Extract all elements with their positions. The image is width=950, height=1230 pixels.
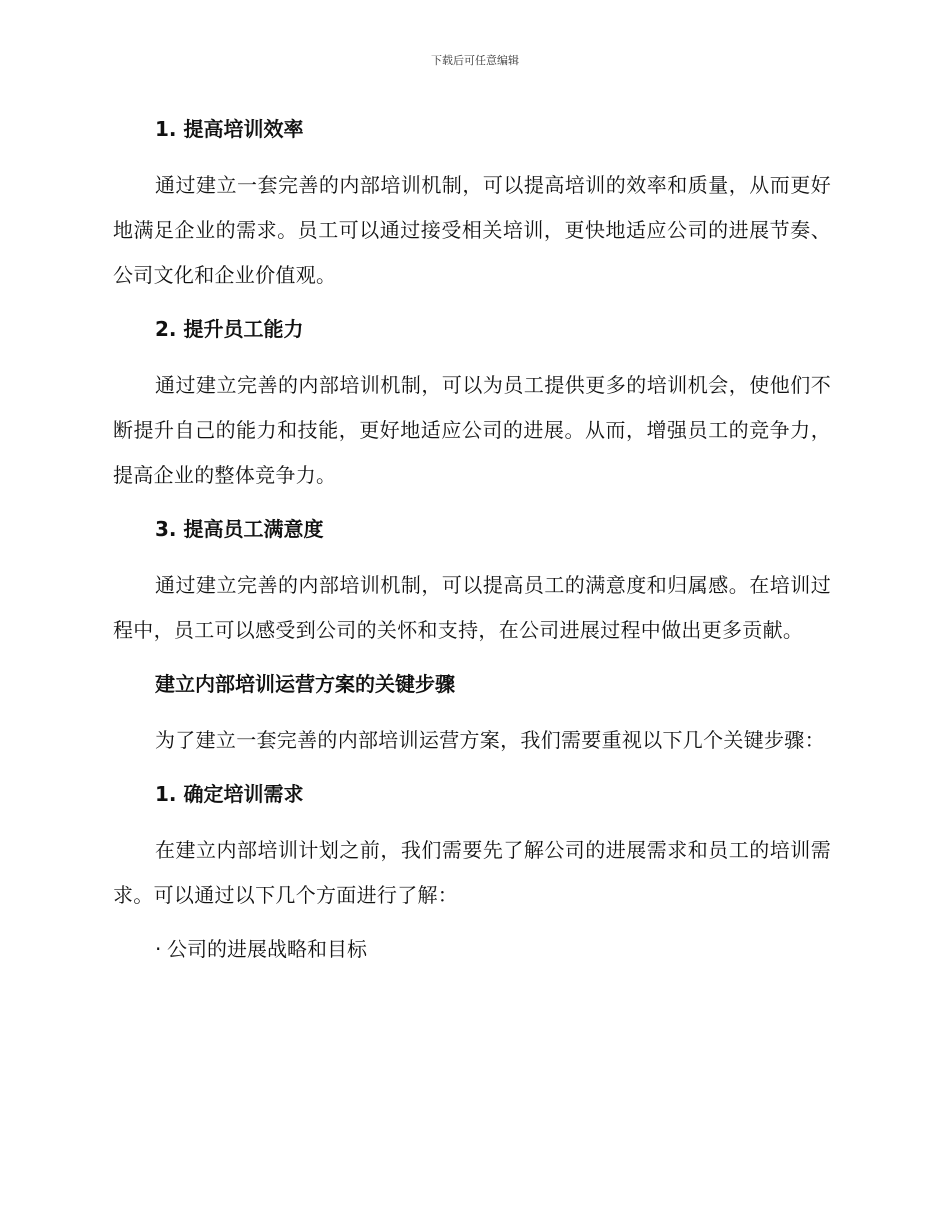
section-heading: 建立内部培训运营方案的关键步骤 xyxy=(155,672,455,696)
section-heading: 2. 提升员工能力 xyxy=(155,317,304,341)
section-heading: 3. 提高员工满意度 xyxy=(155,517,324,541)
bullet-marker: · xyxy=(155,937,162,961)
document-body xyxy=(113,112,831,966)
section-paragraph: 为了建立一套完善的内部培训运营方案，我们需要重视以下几个关键步骤： xyxy=(155,728,825,752)
section-paragraph: 通过建立完善的内部培训机制，可以为员工提供更多的培训机会，使他们不断提升自己的能力和技能，更好地适应公司的进展。从而，增强员工的竞争力，提高企业的整体竞争力。 xyxy=(113,373,831,487)
section-heading: 1. 确定培训需求 xyxy=(155,782,304,806)
section-paragraph: 在建立内部培训计划之前，我们需要先了解公司的进展需求和员工的培训需求。可以通过以下几个方面进行了解： xyxy=(113,838,831,907)
section-paragraph: 通过建立完善的内部培训机制，可以提高员工的满意度和归属感。在培训过程中，员工可以感受到公司的关怀和支持，在公司进展过程中做出更多贡献。 xyxy=(113,573,831,642)
page-header: 下载后可任意编辑 xyxy=(431,54,519,67)
list-item-text: 公司的进展战略和目标 xyxy=(167,937,367,961)
list-item xyxy=(113,932,831,966)
section-heading: 1. 提高培训效率 xyxy=(155,117,304,141)
section-paragraph: 通过建立一套完善的内部培训机制，可以提高培训的效率和质量，从而更好地满足企业的需求。员工可以通过接受相关培训，更快地适应公司的进展节奏、公司文化和企业价值观。 xyxy=(113,173,831,287)
